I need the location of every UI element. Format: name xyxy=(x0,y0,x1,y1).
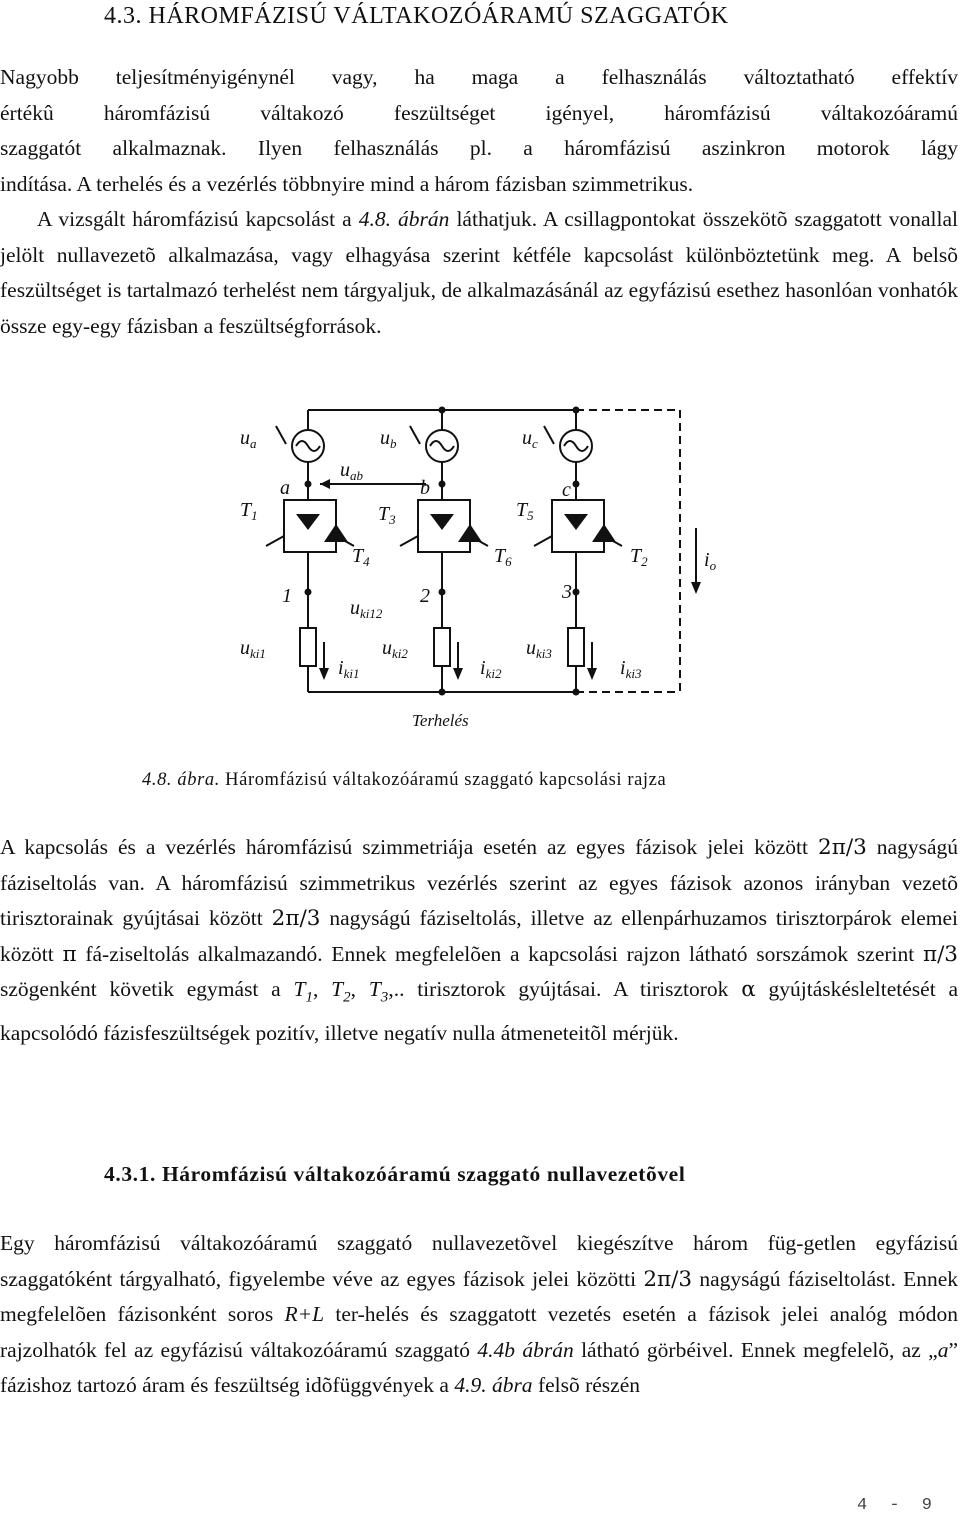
phase-a-symbol: a xyxy=(937,1337,949,1362)
para3-f: ,.. tirisztorok gyújtásai. A tirisztorok xyxy=(388,977,742,1002)
para3-g: gyújtáskésleltetését a kapcsolódó fázisfeszültségek pozitív, illetve negatív nulla átmeneteitõl mérjük. xyxy=(0,977,959,1046)
load-label: Terhelés xyxy=(412,711,469,730)
para3-c: nagyságú fáziseltolás, illetve az ellenpárhuzamos tirisztorpárok elemei között xyxy=(0,906,958,966)
figure-ref-4-9: 4.9. ábra xyxy=(454,1373,533,1398)
para4-c: ter-helés és szaggatott vezetés esetén a fázisok jelei analóg módon rajzolhatók fel az egyfázisú váltakozóáramú szaggató xyxy=(0,1302,958,1362)
node-c-label: c xyxy=(562,479,571,501)
phase-shift-1: 2π/3 xyxy=(818,835,867,860)
label-t6: $T_6$ xyxy=(494,545,512,569)
para3-d: fá-ziseltolás alkalmazandó. Ennek megfelelõen a kapcsolási rajzon látható sorszámok szerint xyxy=(76,941,923,966)
label-uki12: $u_{ki12}$ xyxy=(350,597,383,621)
para4-b: nagyságú fáziseltolást. Ennek megfelelõen fázisonként soros xyxy=(0,1266,958,1327)
rl-load: R+L xyxy=(284,1302,325,1327)
phase-shift-3: π xyxy=(62,941,77,967)
figure-ref-4-4b: 4.4b ábrán xyxy=(477,1337,574,1362)
caption-text: Háromfázisú váltakozóáramú szaggató kapcsolási rajza xyxy=(219,770,667,790)
label-t2: $T_2$ xyxy=(630,545,648,569)
thyristor-t1: $T_1$ xyxy=(293,977,313,1006)
para3-a: A kapcsolás és a vezérlés háromfázisú szimmetriája esetén az egyes fázisok jelei között xyxy=(0,835,819,859)
para3-e: szögenként követik egymást a xyxy=(0,977,294,1002)
label-uab: $u_{ab}$ xyxy=(340,459,363,483)
label-uki1: $u_{ki1}$ xyxy=(240,637,266,661)
para4-a: Egy háromfázisú váltakozóáramú szaggató nullavezetõvel kiegészítve három füg-getlen egyfázisú szaggatóként tárgyalható, figyelembe véve az egyes fázisok jelei közötti xyxy=(0,1231,958,1291)
intro-paragraph xyxy=(0,60,958,202)
label-uki2: $u_{ki2}$ xyxy=(382,637,408,661)
figure-reference-paragraph xyxy=(0,202,958,344)
caption-label: 4.8. ábra. xyxy=(142,770,220,790)
intro-line-2: értékû háromfázisú váltakozó feszültséget igényel, háromfázisú váltakozóáramú xyxy=(0,100,958,125)
intro-line-3: szaggatót alkalmaznak. Ilyen felhasználás pl. a háromfázisú aszinkron motorok lágy xyxy=(0,136,958,161)
para4-e: ” fázishoz tartozó áram és feszültség idõfüggvények a xyxy=(0,1337,959,1398)
phase-shift-2: 2π/3 xyxy=(271,906,321,932)
para4-d: látható görbéivel. Ennek megfelelõ, az „ xyxy=(573,1337,938,1362)
para3-b: nagyságú fáziseltolás van. A háromfázisú szimmetrikus vezérlés szerint az egyes fázisok azonos irányban vezetõ tirisztorainak gyújtásai között xyxy=(0,835,959,931)
page-number: 4 - 9 xyxy=(856,1496,938,1515)
label-io: $i_o$ xyxy=(704,549,717,573)
symmetry-paragraph: A kapcsolás és a vezérlés háromfázisú szimmetriája esetén az egyes fázisok jelei között 2π/3 nagyságú fáziseltolás van. A háromfázisú szimmetrikus vezérlés szerint az egyes fázisok azonos irányban vezetõ tirisztorainak gyújtásai között 2π/3 nagyságú fáziseltolás, illetve az ellenpárhuzamos tirisztorpárok elemei között π fá-ziseltolás alkalmazandó. Ennek megfelelõen a kapcsolási rajzon látható sorszámok szerint π/3 szögenként követik egymást a $T_1$, $T_2$, $T_3$,.. tirisztorok gyújtásai. A tirisztorok α gyújtáskésleltetését a kapcsolódó fázisfeszültségek pozitív, illetve negatív nulla átmeneteitõl mérjük. xyxy=(0,835,959,1046)
para4-phase-shift: 2π/3 xyxy=(643,1266,693,1292)
para2-text-b: láthatjuk. A csillagpontokat összekötõ szaggatott vonallal jelölt nullavezetõ alkalmazása, vagy elhagyása szerint kétféle kapcsolást különböztetünk meg. A belsõ feszültséget is tartalmazó terhelést nem tárgyaljuk, de alkalmazásánál az egyfázisú esethez hasonlóan vonhatók össze egy-egy fázisban a feszültségforrások. xyxy=(0,207,958,338)
label-uc: $u_c$ xyxy=(522,427,538,451)
figure-ref-link: 4.8. ábrán xyxy=(358,207,450,231)
label-uki3: $u_{ki3}$ xyxy=(526,637,552,661)
label-t1: $T_1$ xyxy=(240,499,258,523)
thyristor-t2: $T_2$ xyxy=(331,977,351,1006)
section-heading: 4.3. HÁROMFÁZISÚ VÁLTAKOZÓÁRAMÚ SZAGGATÓK xyxy=(104,3,729,29)
label-t4: $T_4$ xyxy=(352,545,370,569)
label-t3: $T_3$ xyxy=(378,503,396,527)
label-ub: $u_b$ xyxy=(380,427,397,451)
label-iki3: $i_{ki3}$ xyxy=(620,657,642,681)
intro-line-1: Nagyobb teljesítményigénynél vagy, ha maga a felhasználás változtatható effektív xyxy=(0,65,958,89)
phase-shift-4: π/3 xyxy=(922,941,958,967)
alpha-symbol: α xyxy=(741,977,756,1003)
para2-text-a: A vizsgált háromfázisú kapcsolást a xyxy=(37,207,359,231)
subsection-heading: 4.3.1. Háromfázisú váltakozóáramú szaggató nullavezetõvel xyxy=(104,1162,686,1186)
circuit-diagram xyxy=(220,396,720,736)
label-iki2: $i_{ki2}$ xyxy=(480,657,502,681)
intro-line-4: indítása. A terhelés és a vezérlés többnyire mind a három fázisban szimmetrikus. xyxy=(0,171,694,196)
node-b-label: b xyxy=(420,477,430,499)
node-a-label: a xyxy=(280,477,290,499)
para4-f: felsõ részén xyxy=(532,1373,641,1398)
neutral-paragraph xyxy=(0,1226,958,1404)
label-t5: $T_5$ xyxy=(516,499,534,523)
label-ua: $u_a$ xyxy=(240,427,257,451)
thyristor-t3: $T_3$ xyxy=(368,977,389,1006)
label-iki1: $i_{ki1}$ xyxy=(338,657,360,681)
node-2-label: 2 xyxy=(420,585,430,607)
figure-caption xyxy=(142,770,666,791)
node-3-label: 3 xyxy=(562,581,572,603)
node-1-label: 1 xyxy=(282,585,292,607)
